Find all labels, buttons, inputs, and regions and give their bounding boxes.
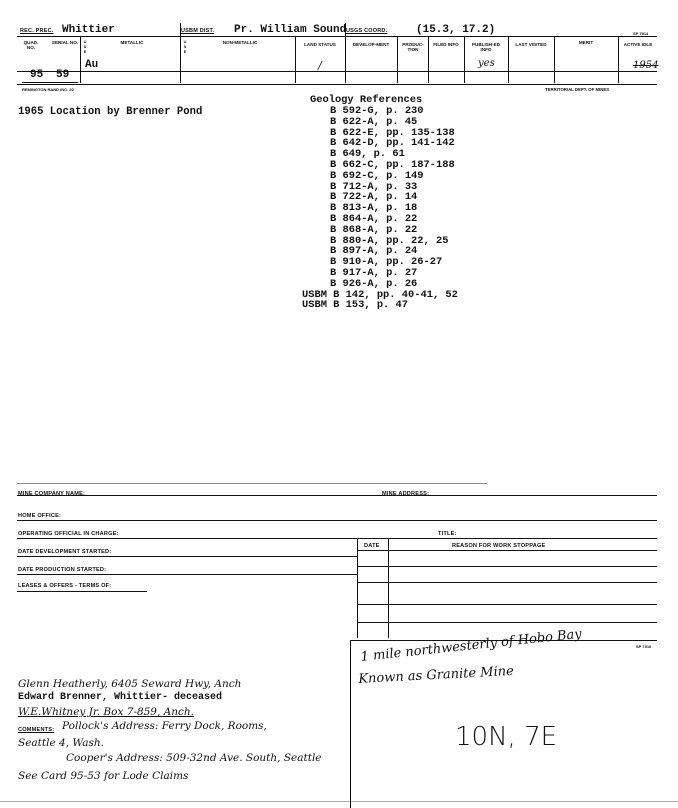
usgs-coord-value: (15.3, 17.2) <box>416 24 496 36</box>
operating-official-label: OPERATING OFFICIAL IN CHARGE: <box>18 531 119 537</box>
geology-reference: B 622-E, pp. 135-138 <box>330 126 455 139</box>
territorial-dept: TERRITORIAL DEPT. OF MINES <box>545 87 610 92</box>
geology-reference: B 692-C, p. 149 <box>330 169 424 182</box>
metallic-value: Au <box>85 59 99 71</box>
date-production-label: DATE PRODUCTION STARTED: <box>18 567 107 573</box>
location-handwritten-2: Known as Granite Mine <box>358 663 515 687</box>
geology-reference: B 813-A, p. 18 <box>330 202 418 215</box>
geology-reference: B 712-A, p. 33 <box>330 180 418 193</box>
land-status-value: / <box>318 59 322 72</box>
geology-reference: B 917-A, p. 27 <box>330 266 418 279</box>
form-number: SP 7914 <box>633 31 649 36</box>
geology-reference: USBM B 153, p. 47 <box>302 299 409 312</box>
geology-reference: B 897-A, p. 24 <box>330 245 418 258</box>
comments-line-4: See Card 95-53 for Lode Claims <box>18 770 189 782</box>
rec-prec-label: REC. PREC. <box>20 28 54 34</box>
location-handwritten-1: 1 mile northwesterly of Hobo Bay <box>360 626 583 665</box>
geology-reference: B 864-A, p. 22 <box>330 212 418 225</box>
usbm-dist-label: USBM DIST. <box>181 28 215 34</box>
geology-reference: B 592-G, p. 230 <box>330 105 424 117</box>
grid-reference: 10N, 7E <box>455 722 558 752</box>
geology-title: Geology References <box>310 94 423 106</box>
active-idle-value: 1954 <box>633 60 659 71</box>
col-development-label: DEVELOP-MENT <box>352 42 390 47</box>
quad-number: 95 <box>30 69 44 81</box>
col-last-visited-label: LAST VISITED <box>515 42 547 47</box>
mine-address-label: MINE ADDRESS: <box>382 491 430 497</box>
col-serial-label: SERIAL NO. <box>51 40 79 45</box>
geology-reference: B 926-A, p. 26 <box>330 277 418 290</box>
geology-reference: B 662-C, pp. 187-188 <box>330 158 455 171</box>
col-filed-info-label: FILED INFO <box>433 42 459 47</box>
owner-whitney: W.E.Whitney Jr. Box 7-859, Anch. <box>18 706 194 718</box>
geology-reference: B 868-A, p. 22 <box>330 223 418 236</box>
published-info-value: yes <box>478 58 495 69</box>
col-nonmetallic-label: NON-METALLIC <box>222 40 258 45</box>
col-merit-label: MERIT <box>578 40 594 45</box>
geology-reference: B 722-A, p. 14 <box>330 191 418 204</box>
title-label: TITLE: <box>438 531 457 537</box>
geology-reference: B 642-D, pp. 141-142 <box>330 137 455 150</box>
geology-reference: B 622-A, p. 45 <box>330 115 418 128</box>
comments-label: COMMENTS: <box>18 727 55 733</box>
owner-edward-brenner: Edward Brenner, Whittier- deceased <box>18 692 223 703</box>
col-metallic-label: METALLIC <box>120 40 144 45</box>
comments-line-3: Cooper's Address: 509-32nd Ave. South, Seattle <box>66 752 322 764</box>
geology-reference: B 910-A, pp. 26-27 <box>330 256 443 269</box>
col-use-label: U S E <box>83 40 87 54</box>
leases-label: LEASES & OFFERS - TERMS OF: <box>18 583 112 589</box>
col-production-label: PRODUC-TION <box>402 42 424 52</box>
owner-glenn-heatherly: Glenn Heatherly, 6405 Seward Hwy, Anch <box>18 678 242 690</box>
col-active-idle-label: ACTIVE IDLE <box>623 42 653 47</box>
comments-line-1: Pollock's Address: Ferry Dock, Rooms, <box>62 720 267 732</box>
col-published-label: PUBLISH-ED INFO <box>471 42 501 52</box>
mine-company-label: MINE COMPANY NAME: <box>18 491 86 497</box>
stoppage-reason-label: REASON FOR WORK STOPPAGE <box>452 543 546 549</box>
printer-imprint: REMINGTON RAND INC. 20 <box>22 87 74 92</box>
home-office-label: HOME OFFICE: <box>18 513 62 519</box>
col-land-status-label: LAND STATUS <box>304 42 336 47</box>
usbm-dist-value: Pr. William Sound <box>234 24 347 36</box>
date-development-label: DATE DEVELOPMENT STARTED: <box>18 549 112 555</box>
col-quad-label: QUAD. NO. <box>23 40 39 50</box>
geology-reference: B 649, p. 61 <box>330 148 405 161</box>
rec-prec-value: Whittier <box>62 24 115 36</box>
serial-number: 59 <box>56 69 70 81</box>
col-use2-label: U S E <box>183 40 187 54</box>
comments-line-2: Seattle 4, Wash. <box>18 737 104 749</box>
geology-reference: USBM B 142, pp. 40-41, 52 <box>302 288 458 301</box>
lower-form-number: SP 7916 <box>636 644 652 649</box>
location-note: 1965 Location by Brenner Pond <box>18 106 203 118</box>
geology-reference: B 880-A, pp. 22, 25 <box>330 234 449 247</box>
usgs-coord-label: USGS COORD. <box>346 28 388 34</box>
stoppage-date-label: DATE <box>364 543 380 549</box>
